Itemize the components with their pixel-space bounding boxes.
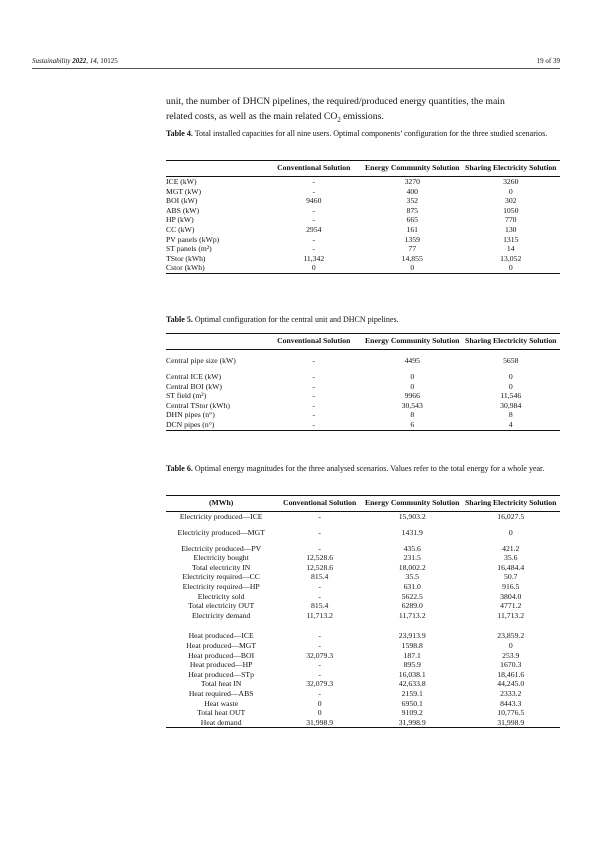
table4-row: [166, 244, 560, 254]
table6-electric-row-label: Electricity bought: [193, 553, 249, 563]
table6-col-1: Conventional Solution: [283, 498, 357, 507]
table5-row: [166, 410, 560, 420]
journal-citation: Sustainability 2022, 14, 10125: [32, 57, 118, 65]
table6-heat-row-value: -: [318, 688, 321, 698]
table5-row: [166, 420, 560, 430]
table6-electric-row-label: Electricity sold: [197, 591, 245, 601]
table6-heat-row-value: 2333.2: [500, 688, 522, 698]
table6-heat-row: [166, 708, 560, 718]
table5-row-value: 5658: [503, 356, 519, 366]
table4-row: [166, 196, 560, 206]
table4-body: [166, 177, 560, 274]
table5-row: [166, 372, 560, 382]
table4-row-label: HP (kW): [166, 215, 194, 225]
table6-electric-row-value: 12,528.6: [306, 553, 334, 563]
table6-caption-text: Optimal energy magnitudes for the three analysed scenarios. Values refer to the total energy for a whole year.: [194, 464, 545, 473]
table5-row-label: Central ICE (kW): [166, 372, 222, 381]
table4-row-value: -: [312, 234, 316, 244]
table6-heat-row: [166, 718, 560, 728]
table6-electric-row: [166, 522, 560, 544]
table6-label: Table 6.: [166, 464, 193, 473]
table5-row-value: -: [312, 410, 316, 420]
table5-row-value: 8: [508, 410, 513, 420]
table4-grid: [166, 160, 560, 274]
table6-heat-row-label: Heat required—ABS: [188, 688, 254, 698]
table6-heat-row-value: 32,079.3: [306, 679, 334, 689]
table6-electric-row-value: 15,903.2: [398, 512, 426, 521]
table4-row-value: 352: [406, 196, 419, 206]
table6-electric-row-value: 11,713.2: [398, 610, 426, 620]
table5-row-value: 0: [410, 381, 415, 391]
table4-col-3: Sharing Electricity Solution: [465, 163, 557, 172]
table6-electric-row-value: 35.6: [504, 553, 518, 563]
table6-electric-row-value: 11,713.2: [306, 610, 333, 620]
table6-electric-row-value: 231.5: [403, 553, 421, 563]
table5-row: [166, 382, 560, 392]
table6-heat-row-value: 31,998.9: [398, 717, 426, 727]
table5: [166, 333, 560, 431]
table6-heat-row-value: 44,245.0: [497, 679, 525, 689]
table4-row-value: 1359: [404, 234, 420, 244]
table6-heat-row: [166, 641, 560, 651]
table4-row-label: ST panels (m²): [166, 244, 212, 254]
table4-row-value: 0: [410, 263, 415, 273]
table5-label: Table 5.: [166, 315, 193, 324]
table6-heat-row-value: 23,913.9: [398, 631, 426, 641]
table4-row-value: 14,855: [401, 253, 423, 263]
table6-electric-row-value: 4771.2: [500, 601, 522, 611]
table6-heat-row-label: Heat produced—BOI: [188, 650, 255, 660]
table4-row-label: PV panels (kWp): [166, 234, 220, 244]
table4-row-value: 1050: [503, 205, 519, 215]
table5-row-value: 8: [410, 410, 415, 420]
table6-heat-row-value: 18,461.6: [497, 669, 525, 679]
table5-row-value: 30,984: [500, 400, 522, 410]
table5-row-label: ST field (m²): [166, 391, 207, 401]
table4-row: [166, 263, 560, 273]
table4-row: [166, 215, 560, 225]
table6-electric-row-value: 0: [508, 527, 513, 537]
table6-heat-row-value: -: [318, 669, 321, 679]
table6-heat-row: [166, 679, 560, 689]
table6-electric-row: [166, 582, 560, 592]
journal-volume: 14: [89, 57, 97, 65]
table5-row-value: 9966: [404, 391, 420, 401]
table5-row-label: Central BOI (kW): [166, 381, 222, 391]
table6-electric-row-value: -: [318, 581, 321, 591]
table5-col-2: Energy Community Solution: [365, 336, 460, 345]
table6-heat-row-value: 10,776.5: [497, 708, 525, 718]
table5-row: [166, 350, 560, 373]
table5-row-value: 4495: [404, 356, 420, 366]
table5-col-3: Sharing Electricity Solution: [465, 336, 557, 345]
table6-spacer-row: [166, 620, 560, 631]
table4-row-value: -: [312, 186, 316, 196]
table4-row-value: 302: [504, 196, 517, 206]
intro-line-1: unit, the number of DHCN pipelines, the required/produced energy quantities, the main: [166, 96, 505, 107]
table6-heat-row-value: 187.1: [403, 650, 421, 660]
table4-caption-text: Total installed capacities for all nine users. Optimal components’ configuration for the three studied scenarios.: [194, 129, 548, 138]
table4-row-value: 2954: [306, 224, 322, 234]
intro-line-2-b: emissions.: [340, 111, 384, 122]
table6-electric-row-value: 5622.5: [401, 591, 423, 601]
table6-heat-row-label: Heat waste: [204, 698, 239, 708]
table4-row-value: 400: [406, 186, 419, 196]
header-rule: [32, 68, 560, 69]
table6-electric-row-value: -: [318, 543, 321, 553]
article-number: 10125: [100, 57, 118, 65]
table6-grid: [166, 495, 560, 728]
table5-row-value: -: [312, 372, 316, 381]
table6-body: [166, 512, 560, 728]
table6-heat-row-value: 42,633.8: [398, 679, 426, 689]
table6-heat-row-value: 8443.3: [500, 698, 522, 708]
table4-row: [166, 254, 560, 264]
table6-heat-row-value: -: [318, 660, 321, 670]
table4-row-value: -: [312, 215, 316, 225]
table6-heat-row-value: 0: [317, 708, 322, 718]
table6-heat-row: [166, 689, 560, 699]
table6-heat-row: [166, 670, 560, 680]
table5-row-value: 6: [410, 419, 415, 429]
table4-row-value: 11,342: [303, 253, 325, 263]
table6-electric-row-label: Total electricity IN: [191, 562, 251, 572]
table4-row: [166, 177, 560, 187]
table4-row-value: -: [312, 205, 316, 215]
table6-heat-row-value: 2159.1: [401, 688, 423, 698]
table4-row-value: 3270: [404, 177, 420, 186]
table5-row-value: 0: [508, 381, 513, 391]
table4-row-label: ICE (kW): [166, 177, 197, 186]
table6-electric-row-value: 50.7: [504, 572, 518, 582]
table6-heat-row-value: -: [318, 640, 321, 650]
table4-col-1: Conventional Solution: [277, 163, 351, 172]
table4-row-value: 665: [406, 215, 419, 225]
table5-row: [166, 391, 560, 401]
table6-heat-row-label: Heat produced—STp: [188, 669, 254, 679]
table4-row-value: 14: [506, 244, 515, 254]
table6-electric-row-label: Electricity required—HP: [182, 581, 260, 591]
journal-year: 2022: [72, 57, 87, 65]
table5-header-row: [166, 334, 560, 350]
table4-row-label: BOI (kW): [166, 196, 198, 206]
table4-row: [166, 235, 560, 245]
table6-electric-row-label: Electricity produced—PV: [181, 543, 262, 553]
table4-row: [166, 225, 560, 235]
table5-row-label: Central pipe size (kW): [166, 356, 236, 366]
table6-heat-row: [166, 631, 560, 641]
intro-paragraph: [166, 94, 560, 124]
table6-heat-row-label: Total heat OUT: [197, 708, 246, 718]
table4-col-2: Energy Community Solution: [365, 163, 460, 172]
table4: [166, 160, 560, 274]
table6-caption: [166, 463, 560, 476]
table6-electric-row-value: 421.2: [502, 543, 520, 553]
table6-heat-row-label: Total heat IN: [200, 679, 242, 689]
table6-electric-row: [166, 512, 560, 522]
table5-row-label: DCN pipes (n°): [166, 419, 215, 429]
table6-electric-row-label: Electricity produced—ICE: [179, 512, 263, 521]
table5-row-value: -: [312, 419, 316, 429]
table6-electric-row: [166, 592, 560, 602]
table6-heat-row-value: 9109.2: [401, 708, 423, 718]
table4-row-label: TStor (kWh): [166, 253, 206, 263]
table6-heat-row-value: 31,998.9: [497, 717, 525, 727]
table4-label: Table 4.: [166, 129, 193, 138]
table4-row: [166, 206, 560, 216]
table6-heat-row-label: Heat produced—ICE: [188, 631, 254, 641]
table5-row-value: 30,543: [401, 400, 423, 410]
table5-row-label: DHN pipes (n°): [166, 410, 215, 420]
table6-electric-row-value: 3804.0: [500, 591, 522, 601]
table4-row-value: 130: [504, 224, 517, 234]
table6: [166, 495, 560, 728]
table6-heat-row-label: Heat produced—HP: [189, 660, 253, 670]
table5-col-0: [166, 334, 265, 350]
table5-row-value: 0: [410, 372, 415, 381]
table4-row-value: 3260: [503, 177, 519, 186]
table6-electric-row: [166, 572, 560, 582]
table6-electric-row: [166, 544, 560, 554]
table6-col-3: Sharing Electricity Solution: [465, 498, 557, 507]
table6-electric-row-label: Electricity demand: [192, 610, 251, 620]
table6-heat-row-value: 23,859.2: [497, 631, 525, 641]
table4-caption: [166, 128, 560, 141]
table6-electric-row: [166, 611, 560, 621]
table6-heat-row: [166, 660, 560, 670]
table5-row-value: -: [312, 381, 316, 391]
table6-heat-row-value: 253.9: [502, 650, 520, 660]
intro-line-2: [166, 109, 560, 124]
table6-heat-row: [166, 699, 560, 709]
table6-electric-row-value: 11,713.2: [497, 610, 525, 620]
table6-spacer-cell: [166, 620, 560, 631]
table6-heat-row-value: -: [318, 631, 321, 641]
table6-heat-row: [166, 651, 560, 661]
table4-row-label: ABS (kW): [166, 205, 200, 215]
table6-electric-row-value: 18,002.2: [398, 562, 426, 572]
table6-electric-row-label: Electricity required—CC: [182, 572, 260, 582]
table6-electric-row-value: 815.4: [311, 572, 329, 582]
table5-row: [166, 401, 560, 411]
table5-caption: [166, 314, 560, 327]
table6-electric-row-value: 16,484.4: [497, 562, 525, 572]
table4-row-label: Cstor (kWh): [166, 263, 205, 273]
table6-electric-row-value: 916.5: [502, 581, 520, 591]
table6-col-0: (MWh): [208, 498, 234, 507]
table6-electric-row-value: -: [318, 527, 321, 537]
table5-row-value: -: [312, 356, 316, 366]
intro-line-2-sub: 2: [337, 116, 341, 124]
table6-heat-row-value: 0: [508, 640, 513, 650]
table5-row-value: -: [312, 391, 316, 401]
table6-heat-row-label: Heat demand: [200, 717, 242, 727]
table6-electric-row-value: 35.5: [405, 572, 419, 582]
table4-row-value: 0: [508, 186, 513, 196]
table6-electric-row: [166, 563, 560, 573]
table6-electric-row-value: 435.6: [403, 543, 421, 553]
table6-electric-row-value: -: [318, 512, 321, 521]
table4-row: [166, 187, 560, 197]
table5-row-label: Central TStor (kWh): [166, 400, 230, 410]
table6-electric-row-value: -: [318, 591, 321, 601]
table6-heat-row-value: 6950.1: [401, 698, 423, 708]
table6-electric-row-value: 815.4: [311, 601, 329, 611]
table4-row-value: 770: [504, 215, 517, 225]
table4-row-label: CC (kW): [166, 224, 195, 234]
table4-col-0: [166, 161, 265, 177]
table6-electric-row: [166, 601, 560, 611]
table6-electric-row-value: 631.0: [403, 581, 421, 591]
table5-col-1: Conventional Solution: [277, 336, 351, 345]
table4-header-row: [166, 161, 560, 177]
table6-heat-row-value: 16,038.1: [398, 669, 426, 679]
table6-electric-row-value: 16,027.5: [497, 512, 525, 521]
table5-row-value: 0: [508, 372, 513, 381]
running-header: [32, 57, 560, 69]
table4-row-value: 77: [408, 244, 417, 254]
table6-heat-row-value: 0: [317, 698, 322, 708]
table4-row-value: -: [312, 177, 316, 186]
table6-header-row: [166, 496, 560, 512]
table6-heat-row-value: 32,079.3: [306, 650, 334, 660]
table6-heat-row-value: 1670.3: [500, 660, 522, 670]
table4-row-value: 0: [508, 263, 513, 273]
table4-row-value: 13,052: [500, 253, 522, 263]
table5-caption-text: Optimal configuration for the central unit and DHCN pipelines.: [194, 315, 399, 324]
table5-body: [166, 350, 560, 431]
table6-electric-row: [166, 553, 560, 563]
table6-electric-row-value: 1431.9: [401, 527, 423, 537]
table4-row-label: MGT (kW): [166, 186, 202, 196]
table5-row-value: 4: [508, 419, 513, 429]
table6-electric-row-label: Total electricity OUT: [188, 601, 255, 611]
table4-row-value: 161: [406, 224, 419, 234]
journal-name: Sustainability: [32, 57, 71, 65]
table4-row-value: 1315: [503, 234, 519, 244]
table6-heat-row-value: 31,998.9: [306, 717, 334, 727]
table4-row-value: 0: [311, 263, 316, 273]
page-number: 19 of 39: [536, 57, 560, 65]
table6-heat-row-label: Heat produced—MGT: [186, 640, 257, 650]
table6-heat-row-value: 895.9: [403, 660, 421, 670]
table6-electric-row-value: 12,528.6: [306, 562, 334, 572]
table4-row-value: 9460: [306, 196, 322, 206]
table5-row-value: 11,546: [500, 391, 522, 401]
table4-row-value: 875: [406, 205, 419, 215]
table5-row-value: -: [312, 400, 316, 410]
table4-row-value: -: [312, 244, 316, 254]
table6-electric-row-value: 6289.0: [401, 601, 423, 611]
table6-heat-row-value: 1598.8: [401, 640, 423, 650]
intro-line-2-a: related costs, as well as the main related CO: [166, 111, 338, 122]
table6-col-2: Energy Community Solution: [365, 498, 460, 507]
table6-electric-row-label: Electricity produced—MGT: [177, 527, 265, 537]
table5-grid: [166, 333, 560, 431]
